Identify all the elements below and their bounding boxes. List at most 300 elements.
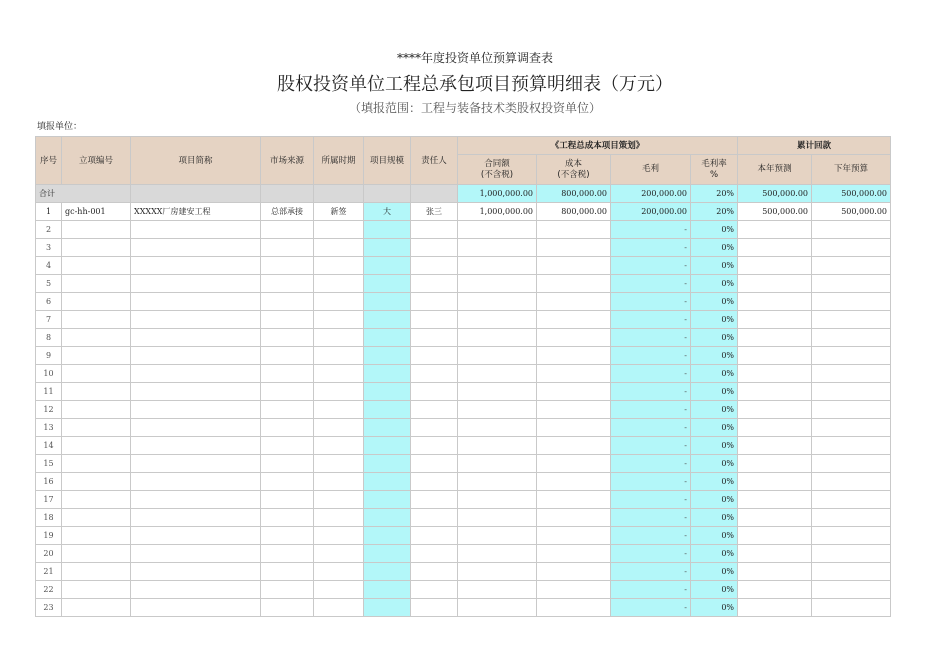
owner-cell[interactable]	[411, 563, 458, 581]
gross-margin-cell[interactable]: 0%	[691, 221, 738, 239]
project-name-cell[interactable]	[131, 239, 261, 257]
period-cell[interactable]	[314, 401, 364, 419]
contract-amount-cell[interactable]	[458, 329, 537, 347]
total-this-year-forecast[interactable]: 500,000.00	[738, 185, 812, 203]
project-code-cell[interactable]	[62, 437, 131, 455]
owner-cell[interactable]	[411, 365, 458, 383]
period-cell[interactable]	[314, 545, 364, 563]
cost-cell[interactable]	[537, 545, 611, 563]
next-year-budget-cell[interactable]	[812, 383, 891, 401]
gross-profit-cell[interactable]: -	[611, 527, 691, 545]
owner-cell[interactable]	[411, 437, 458, 455]
owner-cell[interactable]	[411, 383, 458, 401]
project-name-cell[interactable]	[131, 293, 261, 311]
gross-profit-cell[interactable]: 200,000.00	[611, 203, 691, 221]
market-source-cell[interactable]	[261, 383, 314, 401]
project-name-cell[interactable]	[131, 473, 261, 491]
this-year-forecast-cell[interactable]	[738, 599, 812, 617]
gross-margin-cell[interactable]: 0%	[691, 383, 738, 401]
project-code-cell[interactable]	[62, 455, 131, 473]
next-year-budget-cell[interactable]	[812, 437, 891, 455]
contract-amount-cell[interactable]	[458, 293, 537, 311]
market-source-cell[interactable]	[261, 527, 314, 545]
gross-profit-cell[interactable]: -	[611, 419, 691, 437]
this-year-forecast-cell[interactable]	[738, 311, 812, 329]
this-year-forecast-cell[interactable]	[738, 401, 812, 419]
market-source-cell[interactable]	[261, 275, 314, 293]
period-cell[interactable]	[314, 293, 364, 311]
gross-margin-cell[interactable]: 0%	[691, 347, 738, 365]
gross-margin-cell[interactable]: 0%	[691, 563, 738, 581]
total-cost[interactable]: 800,000.00	[537, 185, 611, 203]
this-year-forecast-cell[interactable]	[738, 455, 812, 473]
period-cell[interactable]	[314, 599, 364, 617]
scale-cell[interactable]	[364, 293, 411, 311]
project-name-cell[interactable]	[131, 347, 261, 365]
next-year-budget-cell[interactable]	[812, 509, 891, 527]
contract-amount-cell[interactable]	[458, 311, 537, 329]
gross-profit-cell[interactable]: -	[611, 509, 691, 527]
gross-margin-cell[interactable]: 0%	[691, 545, 738, 563]
next-year-budget-cell[interactable]	[812, 527, 891, 545]
cost-cell[interactable]	[537, 239, 611, 257]
project-name-cell[interactable]	[131, 437, 261, 455]
contract-amount-cell[interactable]	[458, 365, 537, 383]
project-code-cell[interactable]	[62, 257, 131, 275]
period-cell[interactable]	[314, 221, 364, 239]
project-name-cell[interactable]	[131, 221, 261, 239]
this-year-forecast-cell[interactable]	[738, 347, 812, 365]
col-header-scale: 项目规模	[364, 137, 411, 185]
period-cell[interactable]	[314, 275, 364, 293]
scale-cell[interactable]	[364, 473, 411, 491]
period-cell[interactable]	[314, 239, 364, 257]
this-year-forecast-cell[interactable]	[738, 437, 812, 455]
contract-amount-cell[interactable]	[458, 545, 537, 563]
owner-cell[interactable]	[411, 311, 458, 329]
this-year-forecast-cell[interactable]	[738, 383, 812, 401]
project-code-cell[interactable]	[62, 275, 131, 293]
row-seq: 4	[36, 257, 62, 275]
market-source-cell[interactable]: 总部承接	[261, 203, 314, 221]
gross-margin-cell[interactable]: 0%	[691, 293, 738, 311]
next-year-budget-cell[interactable]	[812, 329, 891, 347]
next-year-budget-cell[interactable]	[812, 293, 891, 311]
market-source-cell[interactable]	[261, 347, 314, 365]
this-year-forecast-cell[interactable]	[738, 221, 812, 239]
period-cell[interactable]	[314, 365, 364, 383]
scale-cell[interactable]	[364, 329, 411, 347]
this-year-forecast-cell[interactable]	[738, 509, 812, 527]
project-name-cell[interactable]	[131, 365, 261, 383]
gross-margin-cell[interactable]: 0%	[691, 239, 738, 257]
scale-cell[interactable]	[364, 491, 411, 509]
period-cell[interactable]	[314, 491, 364, 509]
cost-cell[interactable]	[537, 419, 611, 437]
project-code-cell[interactable]	[62, 527, 131, 545]
owner-cell[interactable]	[411, 275, 458, 293]
scale-cell[interactable]	[364, 599, 411, 617]
contract-amount-cell[interactable]	[458, 527, 537, 545]
cost-cell[interactable]	[537, 275, 611, 293]
owner-cell[interactable]	[411, 473, 458, 491]
gross-margin-cell[interactable]: 0%	[691, 527, 738, 545]
contract-amount-cell[interactable]	[458, 257, 537, 275]
project-code-cell[interactable]	[62, 221, 131, 239]
next-year-budget-cell[interactable]	[812, 563, 891, 581]
this-year-forecast-cell[interactable]	[738, 563, 812, 581]
project-code-cell[interactable]	[62, 599, 131, 617]
scale-cell[interactable]: 大	[364, 203, 411, 221]
cell[interactable]	[261, 185, 314, 203]
next-year-budget-cell[interactable]	[812, 221, 891, 239]
scale-cell[interactable]	[364, 383, 411, 401]
this-year-forecast-cell[interactable]	[738, 257, 812, 275]
cost-cell[interactable]	[537, 437, 611, 455]
gross-margin-cell[interactable]: 0%	[691, 401, 738, 419]
cost-cell[interactable]	[537, 473, 611, 491]
next-year-budget-cell[interactable]	[812, 311, 891, 329]
row-seq: 12	[36, 401, 62, 419]
row-seq: 6	[36, 293, 62, 311]
contract-amount-cell[interactable]	[458, 401, 537, 419]
market-source-cell[interactable]	[261, 293, 314, 311]
this-year-forecast-cell[interactable]	[738, 293, 812, 311]
project-code-cell[interactable]	[62, 329, 131, 347]
cost-cell[interactable]	[537, 221, 611, 239]
next-year-budget-cell[interactable]	[812, 545, 891, 563]
group-header-collection: 累计回款	[738, 137, 891, 155]
project-code-cell[interactable]	[62, 347, 131, 365]
market-source-cell[interactable]	[261, 329, 314, 347]
total-row	[36, 185, 891, 203]
gross-margin-cell[interactable]: 0%	[691, 581, 738, 599]
project-code-cell[interactable]	[62, 563, 131, 581]
this-year-forecast-cell[interactable]	[738, 473, 812, 491]
project-code-cell[interactable]	[62, 509, 131, 527]
scale-cell[interactable]	[364, 581, 411, 599]
period-cell[interactable]	[314, 455, 364, 473]
gross-profit-cell[interactable]: -	[611, 311, 691, 329]
gross-profit-cell[interactable]: -	[611, 347, 691, 365]
market-source-cell[interactable]	[261, 563, 314, 581]
project-code-cell[interactable]	[62, 383, 131, 401]
period-cell[interactable]	[314, 509, 364, 527]
gross-profit-cell[interactable]: -	[611, 491, 691, 509]
contract-amount-cell[interactable]	[458, 599, 537, 617]
scale-cell[interactable]	[364, 401, 411, 419]
this-year-forecast-cell[interactable]	[738, 527, 812, 545]
gross-profit-cell[interactable]: -	[611, 545, 691, 563]
project-name-cell[interactable]	[131, 581, 261, 599]
period-cell[interactable]	[314, 581, 364, 599]
owner-cell[interactable]	[411, 293, 458, 311]
cost-cell[interactable]	[537, 383, 611, 401]
period-cell[interactable]	[314, 311, 364, 329]
next-year-budget-cell[interactable]	[812, 581, 891, 599]
next-year-budget-cell[interactable]	[812, 347, 891, 365]
project-name-cell[interactable]	[131, 527, 261, 545]
project-name-cell[interactable]	[131, 509, 261, 527]
contract-amount-cell[interactable]	[458, 473, 537, 491]
cost-cell[interactable]	[537, 257, 611, 275]
gross-profit-cell[interactable]: -	[611, 599, 691, 617]
project-code-cell[interactable]	[62, 473, 131, 491]
cost-cell[interactable]	[537, 563, 611, 581]
period-cell[interactable]	[314, 527, 364, 545]
this-year-forecast-cell[interactable]: 500,000.00	[738, 203, 812, 221]
cost-cell[interactable]	[537, 365, 611, 383]
gross-profit-cell[interactable]: -	[611, 329, 691, 347]
total-gross-margin[interactable]: 20%	[691, 185, 738, 203]
cost-cell[interactable]	[537, 581, 611, 599]
scale-cell[interactable]	[364, 437, 411, 455]
cell[interactable]	[411, 185, 458, 203]
gross-margin-cell[interactable]: 0%	[691, 257, 738, 275]
contract-amount-cell[interactable]	[458, 347, 537, 365]
scale-cell[interactable]	[364, 239, 411, 257]
contract-amount-cell[interactable]	[458, 239, 537, 257]
scale-cell[interactable]	[364, 365, 411, 383]
owner-cell[interactable]	[411, 401, 458, 419]
project-name-cell[interactable]	[131, 419, 261, 437]
next-year-budget-cell[interactable]	[812, 599, 891, 617]
next-year-budget-cell[interactable]	[812, 401, 891, 419]
gross-margin-cell[interactable]: 20%	[691, 203, 738, 221]
this-year-forecast-cell[interactable]	[738, 365, 812, 383]
project-code-cell[interactable]	[62, 419, 131, 437]
project-code-cell[interactable]	[62, 581, 131, 599]
scale-cell[interactable]	[364, 311, 411, 329]
gross-margin-cell[interactable]: 0%	[691, 419, 738, 437]
total-contract-amount[interactable]: 1,000,000.00	[458, 185, 537, 203]
scale-cell[interactable]	[364, 563, 411, 581]
project-code-cell[interactable]	[62, 545, 131, 563]
owner-cell[interactable]	[411, 545, 458, 563]
gross-profit-cell[interactable]: -	[611, 221, 691, 239]
gross-margin-cell[interactable]: 0%	[691, 473, 738, 491]
market-source-cell[interactable]	[261, 581, 314, 599]
gross-profit-cell[interactable]: -	[611, 563, 691, 581]
period-cell[interactable]	[314, 257, 364, 275]
row-seq: 14	[36, 437, 62, 455]
period-cell[interactable]	[314, 347, 364, 365]
gross-margin-cell[interactable]: 0%	[691, 455, 738, 473]
next-year-budget-cell[interactable]	[812, 419, 891, 437]
row-seq: 9	[36, 347, 62, 365]
project-name-cell[interactable]	[131, 599, 261, 617]
gross-profit-cell[interactable]: -	[611, 455, 691, 473]
this-year-forecast-cell[interactable]	[738, 329, 812, 347]
market-source-cell[interactable]	[261, 509, 314, 527]
row-seq: 18	[36, 509, 62, 527]
col-header-owner: 责任人	[411, 137, 458, 185]
next-year-budget-cell[interactable]	[812, 473, 891, 491]
project-code-cell[interactable]	[62, 311, 131, 329]
period-cell[interactable]	[314, 383, 364, 401]
cost-cell[interactable]	[537, 527, 611, 545]
contract-amount-cell[interactable]	[458, 437, 537, 455]
project-name-cell[interactable]	[131, 545, 261, 563]
table-row	[36, 239, 891, 257]
market-source-cell[interactable]	[261, 239, 314, 257]
col-header-contract-amount: 合同额 (不含税)	[458, 155, 537, 185]
market-source-cell[interactable]	[261, 437, 314, 455]
cost-cell[interactable]	[537, 329, 611, 347]
cell[interactable]	[364, 185, 411, 203]
project-code-cell[interactable]: gc-hh-001	[62, 203, 131, 221]
period-cell[interactable]	[314, 329, 364, 347]
gross-profit-cell[interactable]: -	[611, 437, 691, 455]
gross-profit-cell[interactable]: -	[611, 383, 691, 401]
market-source-cell[interactable]	[261, 419, 314, 437]
project-name-cell[interactable]	[131, 329, 261, 347]
owner-cell[interactable]	[411, 419, 458, 437]
period-cell[interactable]	[314, 563, 364, 581]
gross-margin-cell[interactable]: 0%	[691, 329, 738, 347]
contract-amount-cell[interactable]	[458, 581, 537, 599]
project-code-cell[interactable]	[62, 239, 131, 257]
owner-cell[interactable]	[411, 347, 458, 365]
gross-profit-cell[interactable]: -	[611, 239, 691, 257]
period-cell[interactable]	[314, 437, 364, 455]
owner-cell[interactable]	[411, 239, 458, 257]
scale-cell[interactable]	[364, 221, 411, 239]
project-name-cell[interactable]	[131, 455, 261, 473]
gross-profit-cell[interactable]: -	[611, 473, 691, 491]
gross-margin-cell[interactable]: 0%	[691, 275, 738, 293]
next-year-budget-cell[interactable]	[812, 365, 891, 383]
gross-profit-cell[interactable]: -	[611, 257, 691, 275]
owner-cell[interactable]	[411, 581, 458, 599]
project-name-cell[interactable]	[131, 257, 261, 275]
project-code-cell[interactable]	[62, 293, 131, 311]
market-source-cell[interactable]	[261, 599, 314, 617]
gross-margin-cell[interactable]: 0%	[691, 311, 738, 329]
contract-amount-cell[interactable]: 1,000,000.00	[458, 203, 537, 221]
contract-amount-cell[interactable]	[458, 455, 537, 473]
owner-cell[interactable]	[411, 491, 458, 509]
scale-cell[interactable]	[364, 455, 411, 473]
contract-amount-cell[interactable]	[458, 509, 537, 527]
project-code-cell[interactable]	[62, 491, 131, 509]
cost-cell[interactable]	[537, 491, 611, 509]
market-source-cell[interactable]	[261, 401, 314, 419]
this-year-forecast-cell[interactable]	[738, 545, 812, 563]
project-name-cell[interactable]	[131, 563, 261, 581]
gross-profit-cell[interactable]: -	[611, 401, 691, 419]
contract-amount-cell[interactable]	[458, 383, 537, 401]
cost-cell[interactable]	[537, 311, 611, 329]
owner-cell[interactable]	[411, 257, 458, 275]
owner-cell[interactable]	[411, 329, 458, 347]
gross-margin-cell[interactable]: 0%	[691, 437, 738, 455]
cost-cell[interactable]	[537, 455, 611, 473]
scale-cell[interactable]	[364, 257, 411, 275]
gross-profit-cell[interactable]: -	[611, 275, 691, 293]
cost-cell[interactable]	[537, 293, 611, 311]
period-cell[interactable]: 新签	[314, 203, 364, 221]
contract-amount-cell[interactable]	[458, 491, 537, 509]
table-row	[36, 275, 891, 293]
owner-cell[interactable]: 张三	[411, 203, 458, 221]
this-year-forecast-cell[interactable]	[738, 491, 812, 509]
market-source-cell[interactable]	[261, 455, 314, 473]
gross-profit-cell[interactable]: -	[611, 365, 691, 383]
gross-margin-cell[interactable]: 0%	[691, 599, 738, 617]
gross-profit-cell[interactable]: -	[611, 293, 691, 311]
market-source-cell[interactable]	[261, 491, 314, 509]
project-name-cell[interactable]	[131, 383, 261, 401]
next-year-budget-cell[interactable]	[812, 257, 891, 275]
market-source-cell[interactable]	[261, 473, 314, 491]
cost-cell[interactable]	[537, 599, 611, 617]
contract-amount-cell[interactable]	[458, 419, 537, 437]
scale-cell[interactable]	[364, 527, 411, 545]
cost-cell[interactable]	[537, 509, 611, 527]
next-year-budget-cell[interactable]	[812, 491, 891, 509]
cell[interactable]	[131, 185, 261, 203]
total-gross-profit[interactable]: 200,000.00	[611, 185, 691, 203]
owner-cell[interactable]	[411, 221, 458, 239]
scale-cell[interactable]	[364, 545, 411, 563]
this-year-forecast-cell[interactable]	[738, 275, 812, 293]
cost-cell[interactable]	[537, 401, 611, 419]
cell[interactable]	[314, 185, 364, 203]
contract-amount-cell[interactable]	[458, 221, 537, 239]
cost-cell[interactable]: 800,000.00	[537, 203, 611, 221]
project-name-cell[interactable]: XXXXX厂房建安工程	[131, 203, 261, 221]
market-source-cell[interactable]	[261, 257, 314, 275]
next-year-budget-cell[interactable]	[812, 455, 891, 473]
next-year-budget-cell[interactable]	[812, 239, 891, 257]
gross-margin-cell[interactable]: 0%	[691, 365, 738, 383]
scale-cell[interactable]	[364, 275, 411, 293]
this-year-forecast-cell[interactable]	[738, 581, 812, 599]
this-year-forecast-cell[interactable]	[738, 419, 812, 437]
project-name-cell[interactable]	[131, 311, 261, 329]
gross-margin-cell[interactable]: 0%	[691, 491, 738, 509]
project-name-cell[interactable]	[131, 401, 261, 419]
project-code-cell[interactable]	[62, 365, 131, 383]
project-code-cell[interactable]	[62, 401, 131, 419]
contract-amount-cell[interactable]	[458, 275, 537, 293]
next-year-budget-cell[interactable]: 500,000.00	[812, 203, 891, 221]
next-year-budget-cell[interactable]	[812, 275, 891, 293]
market-source-cell[interactable]	[261, 545, 314, 563]
contract-amount-cell[interactable]	[458, 563, 537, 581]
period-cell[interactable]	[314, 473, 364, 491]
period-cell[interactable]	[314, 419, 364, 437]
project-name-cell[interactable]	[131, 491, 261, 509]
gross-profit-cell[interactable]: -	[611, 581, 691, 599]
project-name-cell[interactable]	[131, 275, 261, 293]
scale-cell[interactable]	[364, 347, 411, 365]
cost-cell[interactable]	[537, 347, 611, 365]
market-source-cell[interactable]	[261, 365, 314, 383]
this-year-forecast-cell[interactable]	[738, 239, 812, 257]
owner-cell[interactable]	[411, 455, 458, 473]
scale-cell[interactable]	[364, 419, 411, 437]
owner-cell[interactable]	[411, 527, 458, 545]
gross-margin-cell[interactable]: 0%	[691, 509, 738, 527]
owner-cell[interactable]	[411, 509, 458, 527]
total-next-year-budget[interactable]: 500,000.00	[812, 185, 891, 203]
scale-cell[interactable]	[364, 509, 411, 527]
market-source-cell[interactable]	[261, 311, 314, 329]
owner-cell[interactable]	[411, 599, 458, 617]
market-source-cell[interactable]	[261, 221, 314, 239]
